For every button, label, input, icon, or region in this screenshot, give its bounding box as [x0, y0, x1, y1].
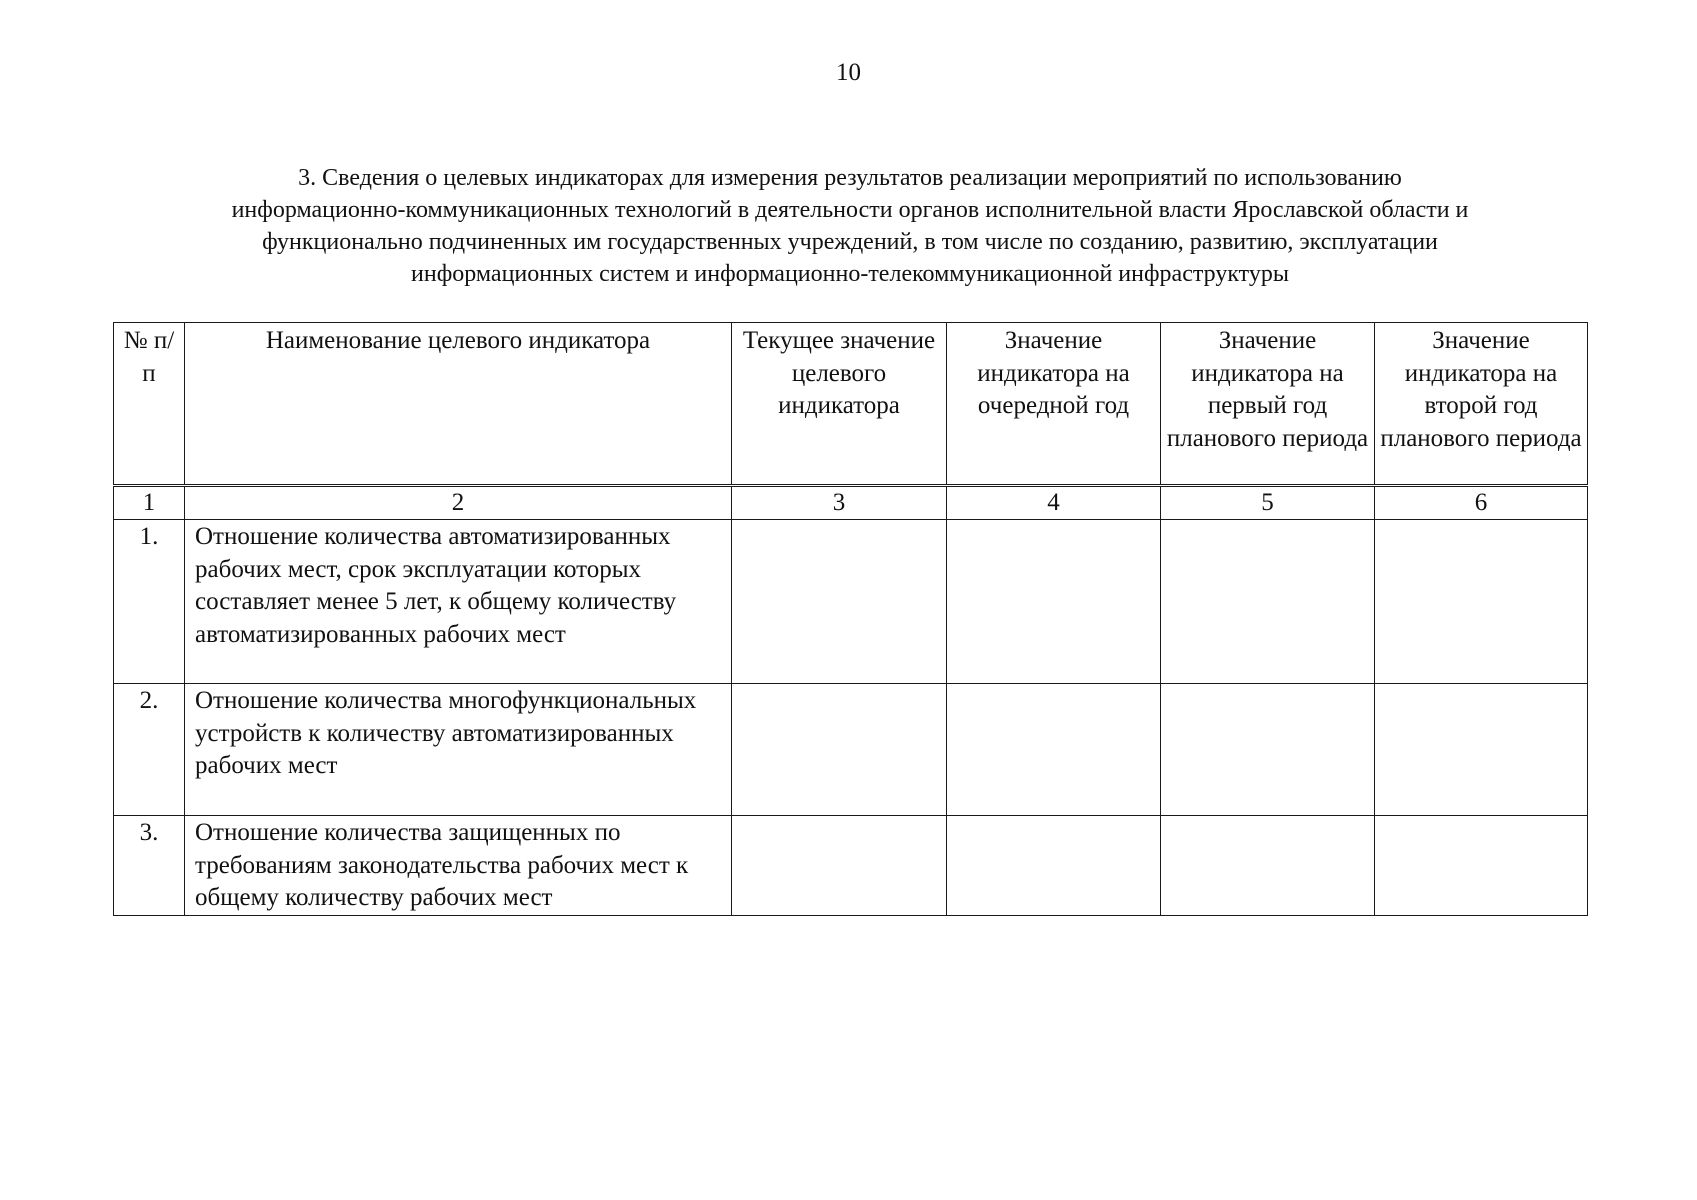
indicator-name: Отношение количества автоматизированных рабочих мест, срок эксплуатации которых составляет менее 5 лет, к общему количеству автоматизированных рабочих мест: [185, 520, 732, 684]
column-numbering-row: [114, 486, 1588, 520]
column-number: 4: [947, 486, 1161, 520]
section-heading-line: информационных систем и информационно-телекоммуникационной инфраструктуры: [411, 261, 1289, 287]
header-next-year-value: Значение индикатора на очередной год: [947, 323, 1161, 486]
column-number: 6: [1375, 486, 1588, 520]
column-number: 1: [114, 486, 185, 520]
section-heading-line: функционально подчиненных им государственных учреждений, в том числе по созданию, развитию, эксплуатации: [262, 229, 1438, 255]
header-indicator-name: Наименование целевого индикатора: [185, 323, 732, 486]
first-plan-year-value-cell: [1161, 684, 1375, 816]
table-row: [114, 816, 1588, 916]
header-current-value: Текущее значение целевого индикатора: [732, 323, 947, 486]
table-body: [114, 486, 1588, 916]
column-number: 5: [1161, 486, 1375, 520]
row-number: 3.: [114, 816, 185, 916]
section-heading: [110, 162, 1590, 290]
page-number: 10: [836, 59, 861, 86]
row-number: 2.: [114, 684, 185, 816]
second-plan-year-value-cell: [1375, 684, 1588, 816]
header-row: [114, 323, 1588, 486]
current-value-cell: [732, 520, 947, 684]
first-plan-year-value-cell: [1161, 520, 1375, 684]
table-header: [114, 323, 1588, 486]
next-year-value-cell: [947, 816, 1161, 916]
first-plan-year-value-cell: [1161, 816, 1375, 916]
second-plan-year-value-cell: [1375, 520, 1588, 684]
table-row: [114, 684, 1588, 816]
target-indicators-table: [113, 322, 1588, 916]
section-heading-line: информационно-коммуникационных технологий в деятельности органов исполнительной власти Ярославской области и: [231, 197, 1469, 223]
current-value-cell: [732, 816, 947, 916]
column-number: 2: [185, 486, 732, 520]
second-plan-year-value-cell: [1375, 816, 1588, 916]
column-number: 3: [732, 486, 947, 520]
indicator-name: Отношение количества защищенных по требованиям законодательства рабочих мест к общему количеству рабочих мест: [185, 816, 732, 916]
next-year-value-cell: [947, 520, 1161, 684]
next-year-value-cell: [947, 684, 1161, 816]
current-value-cell: [732, 684, 947, 816]
header-number: № п/п: [114, 323, 185, 486]
indicator-name: Отношение количества многофункциональных устройств к количеству автоматизированных рабочих мест: [185, 684, 732, 816]
section-heading-line: 3. Сведения о целевых индикаторах для измерения результатов реализации мероприятий по использованию: [298, 165, 1402, 191]
header-second-plan-year-value: Значение индикатора на второй год планового периода: [1375, 323, 1588, 486]
table-row: [114, 520, 1588, 684]
row-number: 1.: [114, 520, 185, 684]
header-first-plan-year-value: Значение индикатора на первый год планового периода: [1161, 323, 1375, 486]
